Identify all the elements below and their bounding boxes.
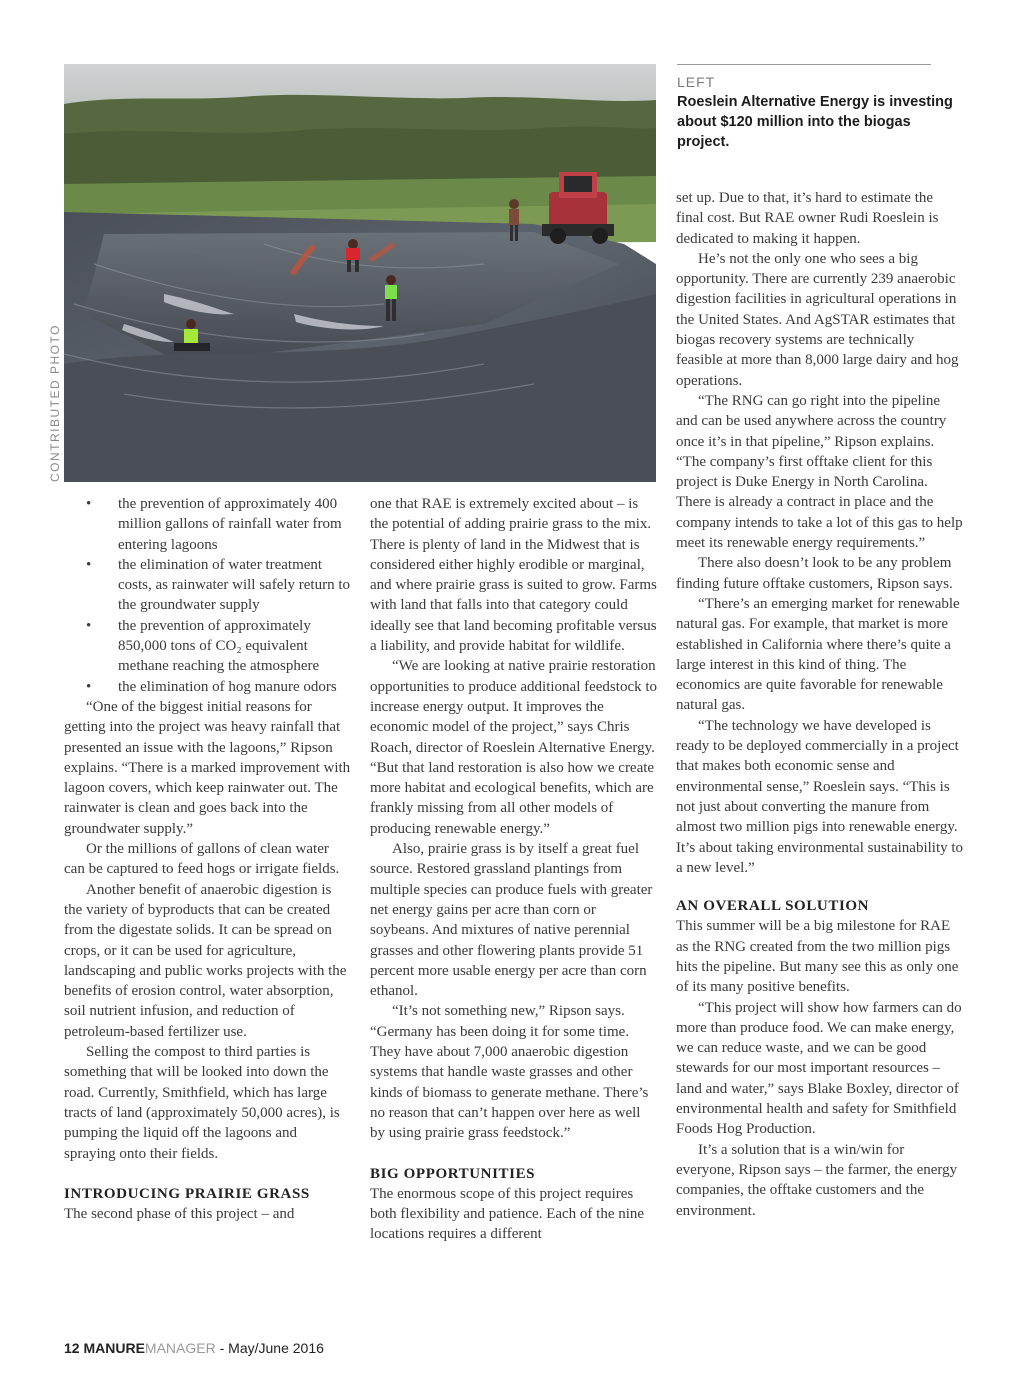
paragraph: Selling the compost to third parties is something that will be looked into down the road. Currently, Smithfield, which has large tracts of land (approximately 50,000 acres), is pumping the liquid off the lagoons and spraying onto their fields.	[64, 1044, 340, 1162]
paragraph: “There’s an emerging market for renewable natural gas. For example, that market is more established in California where there’s quite a large interest in this kind of thing. The economics are quite favorable for renewable natural gas.	[676, 595, 960, 714]
paragraph: Also, prairie grass is by itself a great fuel source. Restored grassland plantings from multiple species can produce fuels with greater net energy gains per acre than corn or soybeans. And mixtures of native perennial grasses and other flowering plants provide 51 percent more usable energy per acre than corn ethanol.	[370, 841, 653, 1000]
paragraph: The second phase of this project – and	[64, 1206, 295, 1223]
paragraph: Another benefit of anaerobic digestion is the variety of byproducts that can be created from the digestate solids. It can be spread on crops, or it can be used for agriculture, landscaping and public works projects with the benefits of erosion control, water absorption, soil nutrient infusion, and reduction of petroleum-based fertilizer use.	[64, 881, 347, 1040]
paragraph: one that RAE is extremely excited about – is the potential of adding prairie grass to the mix. There is plenty of land in the Midwest that is considered either highly erodible or marginal, and where prairie grass is suited to grow. Farms with land that falls into that category could ideally see that land becoming profitable versus a liability, and provide habitat for wildlife.	[370, 496, 657, 655]
caption-text: Roeslein Alternative Energy is investing about $120 million into the biogas project.	[677, 94, 953, 150]
article-column-1	[64, 494, 352, 1224]
issue-date: - May/June 2016	[219, 1340, 324, 1356]
list-item: • the elimination of hog manure odors	[64, 677, 352, 697]
paragraph: This summer will be a big milestone for RAE as the RNG created from the two million pigs hits the pipeline. But many see this as only one of its many positive benefits.	[676, 918, 959, 996]
paragraph: There also doesn’t look to be any problem finding future offtake customers, Ripson says.	[676, 555, 953, 592]
list-item: • the prevention of approximately 400 million gallons of rainfall water from entering lagoons	[64, 494, 352, 555]
page-number: 12	[64, 1340, 80, 1356]
paragraph: set up. Due to that, it’s hard to estimate the final cost. But RAE owner Rudi Roeslein is dedicated to making it happen.	[676, 190, 939, 247]
caption-divider	[677, 64, 931, 65]
paragraph: “It’s not something new,” Ripson says. “Germany has been doing it for some time. They have about 7,000 anaerobic digestion systems that handle waste grasses and other kinds of biomass to generate methane. There’s no reason that can’t happen over here as well by using prairie grass feedstock.”	[370, 1003, 649, 1142]
magazine-name-light: MANAGER	[144, 1340, 216, 1356]
page-footer	[64, 1340, 324, 1356]
paragraph: “The RNG can go right into the pipeline and can be used anywhere across the country once it’s in that pipeline,” Ripson explains. “The company’s first offtake client for this project is Duke Energy in North Carolina. There is already a contract in place and the company intends to take a lot of this gas to help meet its renewable energy requirements.”	[676, 392, 963, 552]
paragraph: Or the millions of gallons of clean water can be captured to feed hogs or irrigate fields.	[64, 841, 340, 878]
section-heading: BIG OPPORTUNITIES	[370, 1165, 536, 1182]
paragraph: “One of the biggest initial reasons for getting into the project was heavy rainfall that presented an issue with the lagoons,” Ripson explains. “There is a marked improvement with lagoon covers, which keep rainwater out. The rainwater is clean and goes back into the groundwater supply.”	[64, 698, 351, 837]
paragraph: “We are looking at native prairie restoration opportunities to produce additional feedstock to increase energy output. It improves the economic model of the project,” says Chris Roach, director of Roeslein Alternative Energy. “But that land restoration is also how we create more habitat and ecological benefits, which are frankly missing from all other models of producing renewable energy.”	[370, 658, 658, 837]
paragraph: “This project will show how farmers can do more than produce food. We can make energy, we can reduce waste, and we can be good stewards for our most important resources – land and water,” says Blake Boxley, director of environmental health and safety for Smithfield Foods Hog Production.	[676, 999, 962, 1138]
photo-illustration	[64, 64, 656, 482]
list-item: • the elimination of water treatment costs, as rainwater will safely return to the groundwater supply	[64, 555, 352, 616]
paragraph: The enormous scope of this project requires both flexibility and patience. Each of the nine locations requires a different	[370, 1185, 645, 1243]
caption-kicker: LEFT	[677, 74, 716, 90]
benefit-list	[64, 494, 352, 697]
photo-credit: CONTRIBUTED PHOTO	[48, 324, 62, 482]
article-column-3	[676, 188, 964, 1221]
section-heading: AN OVERALL SOLUTION	[676, 898, 870, 915]
article-column-2	[370, 494, 658, 1245]
section-heading: INTRODUCING PRAIRIE GRASS	[64, 1185, 310, 1202]
paragraph: He’s not the only one who sees a big opportunity. There are currently 239 anaerobic digestion facilities in agricultural operations in the United States. And AgSTAR estimates that biogas recovery systems are technically feasible at more than 8,000 large dairy and hog operations.	[676, 250, 959, 389]
magazine-name-bold: MANURE	[83, 1340, 145, 1356]
paragraph: It’s a solution that is a win/win for everyone, Ripson says – the farmer, the energy companies, the offtake customers and the environment.	[676, 1141, 958, 1219]
lagoon-construction-photo	[64, 64, 656, 482]
paragraph: “The technology we have developed is ready to be deployed commercially in a project that makes both economic sense and environmental sense,” Roeslein says. “This is not just about converting the manure from almost two million pigs into renewable energy. It’s about taking environmental sustainability to a new level.”	[676, 717, 964, 876]
list-item: • the prevention of approximately 850,000 tons of CO₂ equivalent methane reaching the atmosphere	[64, 616, 352, 677]
